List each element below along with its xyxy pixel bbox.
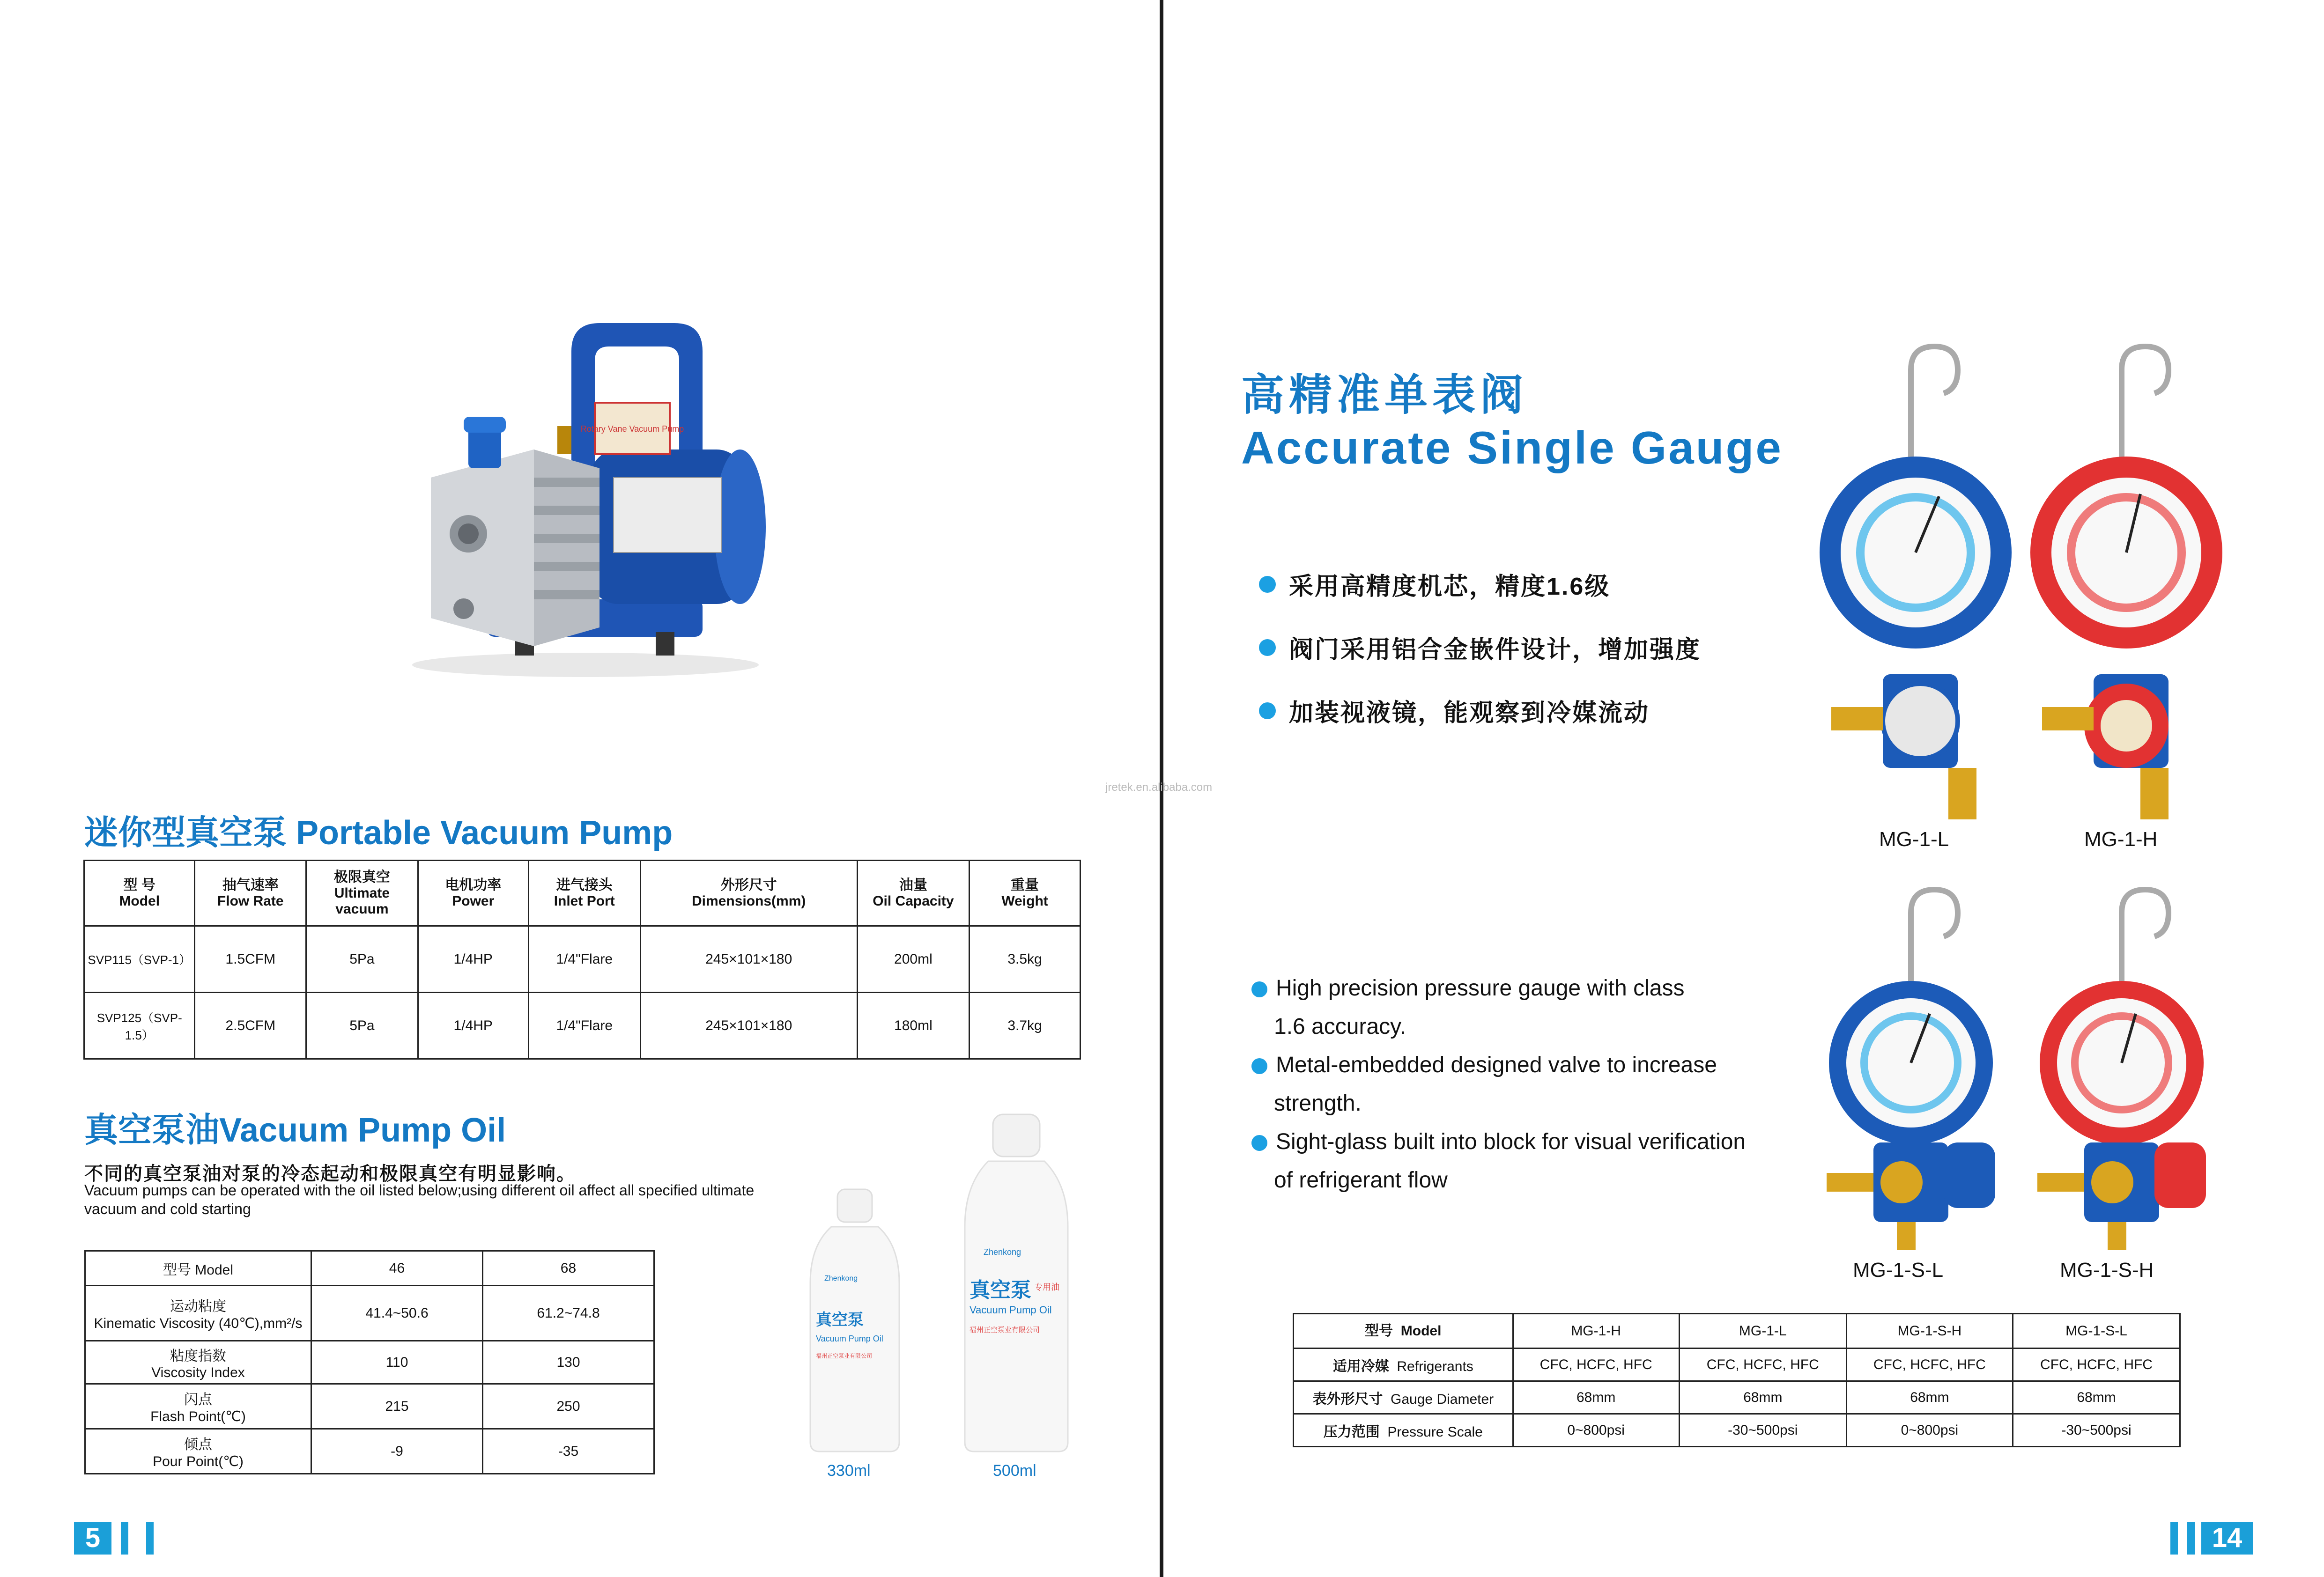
pump-header-dimensions: 外形尺寸 Dimensions(mm) bbox=[640, 861, 857, 926]
page-number-bar bbox=[2170, 1522, 2178, 1555]
pump-header-inlet-port: 进气接头 Inlet Port bbox=[528, 861, 640, 926]
table-cell: 68mm bbox=[1846, 1381, 2013, 1414]
table-cell: 1.5CFM bbox=[195, 926, 306, 993]
pump-header-weight: 重量 Weight bbox=[970, 861, 1081, 926]
oil-spec-table bbox=[84, 1250, 655, 1474]
table-cell: SVP125（SVP-1.5） bbox=[84, 993, 195, 1059]
oil-note-cn: 不同的真空泵油对泵的冷态起动和极限真空有明显影响。 bbox=[84, 1164, 576, 1184]
page-number-right: 14 bbox=[2201, 1522, 2253, 1555]
bottle-small-cn: 真空泵 bbox=[816, 1311, 864, 1329]
table-cell: 5Pa bbox=[306, 993, 418, 1059]
table-cell: 68mm bbox=[1679, 1381, 1846, 1414]
table-cell: 180ml bbox=[857, 993, 969, 1059]
table-cell: CFC, HCFC, HFC bbox=[1679, 1349, 1846, 1381]
table-row bbox=[85, 1251, 654, 1286]
bullet-icon bbox=[1259, 702, 1276, 719]
table-cell: 2.5CFM bbox=[195, 993, 306, 1059]
table-row bbox=[1294, 1414, 2180, 1447]
table-cell: 1/4"Flare bbox=[528, 993, 640, 1059]
bullet-icon bbox=[1259, 576, 1276, 593]
list-item-continuation: of refrigerant flow bbox=[1274, 1168, 1448, 1193]
bottle-large-brand: Zhenkong bbox=[984, 1247, 1021, 1257]
gauge-header-model: 型号 Model bbox=[1294, 1314, 1513, 1349]
bottle-large-size: 500ml bbox=[993, 1462, 1036, 1480]
table-row bbox=[85, 1429, 654, 1474]
table-row bbox=[85, 1341, 654, 1384]
bottle-large-en: Vacuum Pump Oil bbox=[970, 1304, 1052, 1316]
gauge-mg-1-s-h-image bbox=[2028, 880, 2225, 1255]
gauge-mg-1-h-image bbox=[2028, 337, 2225, 824]
pump-spec-table bbox=[83, 860, 1081, 1060]
gauge-header-mg-1-s-h: MG-1-S-H bbox=[1846, 1314, 2013, 1349]
table-cell: 0~800psi bbox=[1846, 1414, 2013, 1447]
table-cell: CFC, HCFC, HFC bbox=[1846, 1349, 2013, 1381]
table-cell: CFC, HCFC, HFC bbox=[2013, 1349, 2180, 1381]
table-cell: 1/4"Flare bbox=[528, 926, 640, 993]
bullet-icon bbox=[1251, 981, 1267, 997]
table-row bbox=[84, 926, 1081, 993]
table-cell: 表外形尺寸 Gauge Diameter bbox=[1294, 1381, 1513, 1414]
pump-label-text: Rotary Vane Vacuum Pump bbox=[580, 424, 684, 434]
table-cell: CFC, HCFC, HFC bbox=[1513, 1349, 1679, 1381]
bottle-small-en: Vacuum Pump Oil bbox=[816, 1334, 883, 1343]
pump-header-power: 电机功率 Power bbox=[418, 861, 528, 926]
bullet-icon bbox=[1251, 1135, 1267, 1151]
table-cell: 粘度指数 Viscosity Index bbox=[85, 1341, 311, 1384]
page-number-bar bbox=[121, 1522, 128, 1555]
feature-list-en bbox=[1251, 969, 1813, 1200]
table-cell: -30~500psi bbox=[2013, 1414, 2180, 1447]
table-cell: 215 bbox=[311, 1384, 482, 1429]
pump-header-oil-capacity: 油量 Oil Capacity bbox=[857, 861, 969, 926]
table-cell: 68mm bbox=[1513, 1381, 1679, 1414]
table-cell: 运动粘度 Kinematic Viscosity (40℃),mm²/s bbox=[85, 1286, 311, 1341]
table-cell: 压力范围 Pressure Scale bbox=[1294, 1414, 1513, 1447]
pump-section-title: 迷你型真空泵 Portable Vacuum Pump bbox=[84, 814, 673, 852]
table-cell: 130 bbox=[482, 1341, 654, 1384]
table-cell: 3.7kg bbox=[970, 993, 1081, 1059]
table-cell: 0~800psi bbox=[1513, 1414, 1679, 1447]
list-item: Sight-glass built into block for visual verification bbox=[1251, 1123, 1813, 1161]
bullet-icon bbox=[1251, 1058, 1267, 1074]
gauge-title-cn: 高精准单表阀 bbox=[1241, 371, 1528, 419]
table-cell: SVP115（SVP-1） bbox=[84, 926, 195, 993]
table-cell: 61.2~74.8 bbox=[482, 1286, 654, 1341]
table-row bbox=[84, 993, 1081, 1059]
bottle-large-company: 福州正空泵业有限公司 bbox=[970, 1326, 1040, 1334]
watermark: jretek.en.alibaba.com bbox=[1105, 781, 1213, 794]
feature-list-cn bbox=[1259, 567, 1701, 756]
oil-section-title: 真空泵油Vacuum Pump Oil bbox=[84, 1112, 506, 1149]
bottle-small-brand: Zhenkong bbox=[824, 1275, 858, 1282]
table-cell: 41.4~50.6 bbox=[311, 1286, 482, 1341]
gauge-mg-1-l-image bbox=[1817, 337, 2014, 824]
table-cell: 200ml bbox=[857, 926, 969, 993]
bullet-icon bbox=[1259, 639, 1276, 656]
list-item-continuation: 1.6 accuracy. bbox=[1274, 1014, 1406, 1039]
table-row bbox=[1294, 1381, 2180, 1414]
table-cell: 1/4HP bbox=[418, 926, 528, 993]
page-number-bar bbox=[2187, 1522, 2195, 1555]
table-row bbox=[85, 1286, 654, 1341]
table-row bbox=[1294, 1349, 2180, 1381]
oil-bottle-large bbox=[965, 1114, 1068, 1452]
table-cell: 适用冷媒 Refrigerants bbox=[1294, 1349, 1513, 1381]
oil-bottle-small bbox=[810, 1189, 899, 1452]
gauge-caption-mg-1-s-l: MG-1-S-L bbox=[1853, 1259, 1944, 1282]
gauge-caption-mg-1-h: MG-1-H bbox=[2084, 828, 2158, 851]
table-cell: 245×101×180 bbox=[640, 926, 857, 993]
pump-header-flow-rate: 抽气速率 Flow Rate bbox=[195, 861, 306, 926]
bottle-small-company: 福州正空泵业有限公司 bbox=[816, 1353, 873, 1359]
oil-note-en: Vacuum pumps can be operated with the oil listed below;using different oil affect all specified ultimate vacuum and cold starting bbox=[84, 1182, 755, 1217]
table-cell: 245×101×180 bbox=[640, 993, 857, 1059]
table-cell: 5Pa bbox=[306, 926, 418, 993]
table-cell: 1/4HP bbox=[418, 993, 528, 1059]
list-item: 加装视液镜，能观察到冷媒流动 bbox=[1259, 693, 1701, 728]
table-cell: 闪点 Flash Point(℃) bbox=[85, 1384, 311, 1429]
gauge-caption-mg-1-s-h: MG-1-S-H bbox=[2060, 1259, 2154, 1282]
table-cell: 68 bbox=[482, 1251, 654, 1286]
list-item: Metal-embedded designed valve to increase bbox=[1251, 1046, 1813, 1084]
gauge-title-en: Accurate Single Gauge bbox=[1241, 422, 1783, 473]
bottle-small-size: 330ml bbox=[827, 1462, 871, 1480]
bottle-large-cn2: 专用油 bbox=[1034, 1282, 1059, 1292]
gauge-mg-1-s-l-image bbox=[1817, 880, 2014, 1255]
gauge-header-mg-1-s-l: MG-1-S-L bbox=[2013, 1314, 2180, 1349]
gauge-spec-table bbox=[1293, 1313, 2181, 1447]
gauge-header-mg-1-h: MG-1-H bbox=[1513, 1314, 1679, 1349]
table-cell: 型号 Model bbox=[85, 1251, 311, 1286]
page-number-left: 5 bbox=[74, 1522, 111, 1555]
page-number-bar bbox=[146, 1522, 154, 1555]
list-item-continuation: strength. bbox=[1274, 1091, 1362, 1116]
table-cell: -30~500psi bbox=[1679, 1414, 1846, 1447]
table-cell: 68mm bbox=[2013, 1381, 2180, 1414]
vacuum-pump-image bbox=[393, 309, 777, 684]
table-cell: -9 bbox=[311, 1429, 482, 1474]
table-cell: 倾点 Pour Point(℃) bbox=[85, 1429, 311, 1474]
list-item: 采用高精度机芯，精度1.6级 bbox=[1259, 567, 1701, 602]
list-item: High precision pressure gauge with class bbox=[1251, 969, 1813, 1008]
table-cell: -35 bbox=[482, 1429, 654, 1474]
list-item: 阀门采用铝合金嵌件设计，增加强度 bbox=[1259, 630, 1701, 665]
gauge-caption-mg-1-l: MG-1-L bbox=[1879, 828, 1949, 851]
gauge-header-mg-1-l: MG-1-L bbox=[1679, 1314, 1846, 1349]
table-cell: 250 bbox=[482, 1384, 654, 1429]
table-cell: 46 bbox=[311, 1251, 482, 1286]
table-row bbox=[85, 1384, 654, 1429]
bottle-large-cn: 真空泵 bbox=[970, 1278, 1031, 1302]
table-cell: 110 bbox=[311, 1341, 482, 1384]
table-cell: 3.5kg bbox=[970, 926, 1081, 993]
pump-header-ultimate-vacuum: 极限真空 Ultimate vacuum bbox=[306, 861, 418, 926]
pump-header-model: 型 号 Model bbox=[84, 861, 195, 926]
